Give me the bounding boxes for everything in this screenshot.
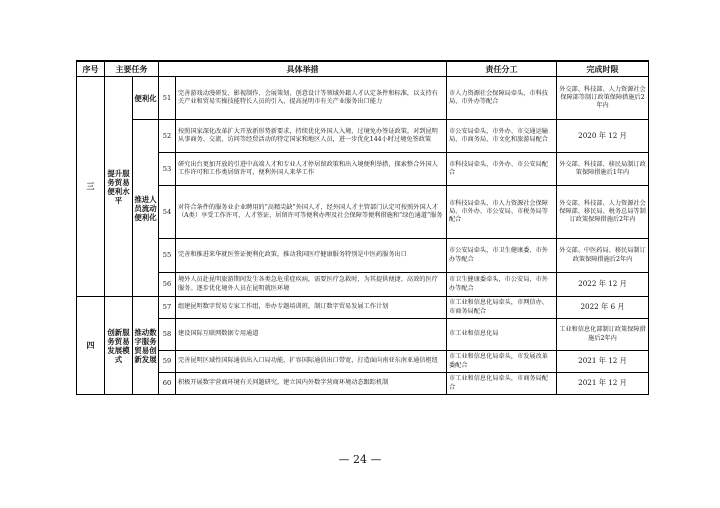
row-number: 56: [159, 273, 176, 297]
measure-text: 完善昆明区域性国际通信出入口局功能，扩容国际通信出口带宽，打造面向南亚东南亚通信枢纽: [176, 351, 447, 373]
deadline-text: 外交部、科技部、人力资源社会保障部等制订政策保障措施后2年内: [557, 77, 649, 120]
table-row: [77, 351, 649, 373]
deadline-text: 2022 年 6 月: [557, 297, 649, 319]
deadline-text: 2020 年 12 月: [557, 120, 649, 153]
measure-text: 境外人员赴昆明旅游期间发生各类急危重症疾病，需要医疗急救时，为其提供便捷、高效的医疗服务。逐步优化境外人员在昆明就医环境: [176, 273, 447, 297]
header-deadline: 完成时限: [557, 61, 649, 77]
measure-text: 按照国家深化改革扩大开放新形势新要求，持续优化外国人入境、过境免办签证政策。对到昆明从事商务、交流、访问等经贸活动的特定国家和地区人员，进一步优化144小时过境免签政策: [176, 120, 447, 153]
header-responsibility: 责任分工: [447, 61, 557, 77]
sub-task: 便利化: [133, 77, 159, 120]
measure-text: 研究出台更加开放的引进中高端人才和专业人才停居留政策和出入境便利举措，探索整合外国人工作许可和工作类居留许可，便利外国人来华工作: [176, 153, 447, 186]
sub-task: 推进人员流动便利化: [133, 120, 159, 297]
group-task: 创新服务贸易发展模式: [105, 297, 133, 395]
header-measure: 具体举措: [159, 61, 447, 77]
document-page: [76, 60, 648, 395]
table-row: [77, 319, 649, 351]
row-number: 51: [159, 77, 176, 120]
responsibility-text: 市工业和信息化局牵头，市发展改革委配合: [447, 351, 557, 373]
task-table: [76, 60, 649, 395]
responsibility-text: 市工业和信息化局: [447, 319, 557, 351]
responsibility-text: 市公安局牵头，市外办、市交通运输局、市商务局、市文化和旅游局配合: [447, 120, 557, 153]
row-number: 53: [159, 153, 176, 186]
table-header-row: [77, 61, 649, 77]
deadline-text: 外交部、中医药局、移民局制订政策保障措施后2年内: [557, 239, 649, 273]
deadline-text: 外交部、科技部、移民局制订政策保障措施后1年内: [557, 153, 649, 186]
group-task: 提升服务贸易便利水平: [105, 77, 133, 297]
measure-text: 积极开展数字营商环境有关问题研究，建立国内外数字营商环境动态跟踪机制: [176, 373, 447, 395]
row-number: 55: [159, 239, 176, 273]
sub-task: 推动数字服务贸易创新发展: [133, 297, 159, 395]
deadline-text: 2022 年 12 月: [557, 273, 649, 297]
group-number: 三: [77, 77, 105, 297]
row-number: 58: [159, 319, 176, 351]
responsibility-text: 市工业和信息化局牵头，市网信办、市商务局配合: [447, 297, 557, 319]
row-number: 59: [159, 351, 176, 373]
responsibility-text: 市人力资源社会保障局牵头，市科技局、市外办等配合: [447, 77, 557, 120]
responsibility-text: 市科技局牵头，市外办、市公安局配合: [447, 153, 557, 186]
measure-text: 建设国际互联网数据专用通道: [176, 319, 447, 351]
table-row: [77, 120, 649, 153]
row-number: 52: [159, 120, 176, 153]
table-row: [77, 77, 649, 120]
row-number: 54: [159, 186, 176, 239]
table-row: [77, 373, 649, 395]
table-row: [77, 153, 649, 186]
deadline-text: 外交部、科技部、人力资源社会保障部、移民局、税务总局等制订政策保障措施后2年内: [557, 186, 649, 239]
deadline-text: 2021 年 12 月: [557, 373, 649, 395]
deadline-text: 2021 年 12 月: [557, 351, 649, 373]
header-num: 序号: [77, 61, 105, 77]
responsibility-text: 市科技局牵头，市人力资源社会保障局、市外办、市公安局、市税务局等配合: [447, 186, 557, 239]
measure-text: 组建昆明数字贸易专家工作组，举办专题培训班，制订数字贸易发展工作计划: [176, 297, 447, 319]
table-row: [77, 273, 649, 297]
header-task: 主要任务: [105, 61, 159, 77]
row-number: 57: [159, 297, 176, 319]
table-row: [77, 239, 649, 273]
responsibility-text: 市工业和信息化局牵头，市商务局配合: [447, 373, 557, 395]
responsibility-text: 市卫生健康委牵头，市公安局、市外办等配合: [447, 273, 557, 297]
page-number: — 24 —: [338, 453, 382, 466]
measure-text: 完善游戏动漫研发、影视制作、会展策划、创意设计等领域外籍人才认定条件和标准，以支持有关产业和贸易实操技能特长人员的引入，提高昆明市有关产业服务出口能力: [176, 77, 447, 120]
row-number: 60: [159, 373, 176, 395]
responsibility-text: 市公安局牵头，市卫生健康委、市外办等配合: [447, 239, 557, 273]
group-number: 四: [77, 297, 105, 395]
table-row: [77, 186, 649, 239]
deadline-text: 工业和信息化部制订政策保障措施后2年内: [557, 319, 649, 351]
measure-text: 对符合条件的服务业企业聘用的“高精尖缺”外国人才，经外国人才主管部门认定可按照外国人才（A类）享受工作许可、人才签证、居留许可等便利办理及社会保障等便利措施和“绿色通道”服务: [176, 186, 447, 239]
table-row: [77, 297, 649, 319]
measure-text: 完善和推进来华就医签证便利化政策，推动我国医疗健康服务特别是中医药服务出口: [176, 239, 447, 273]
